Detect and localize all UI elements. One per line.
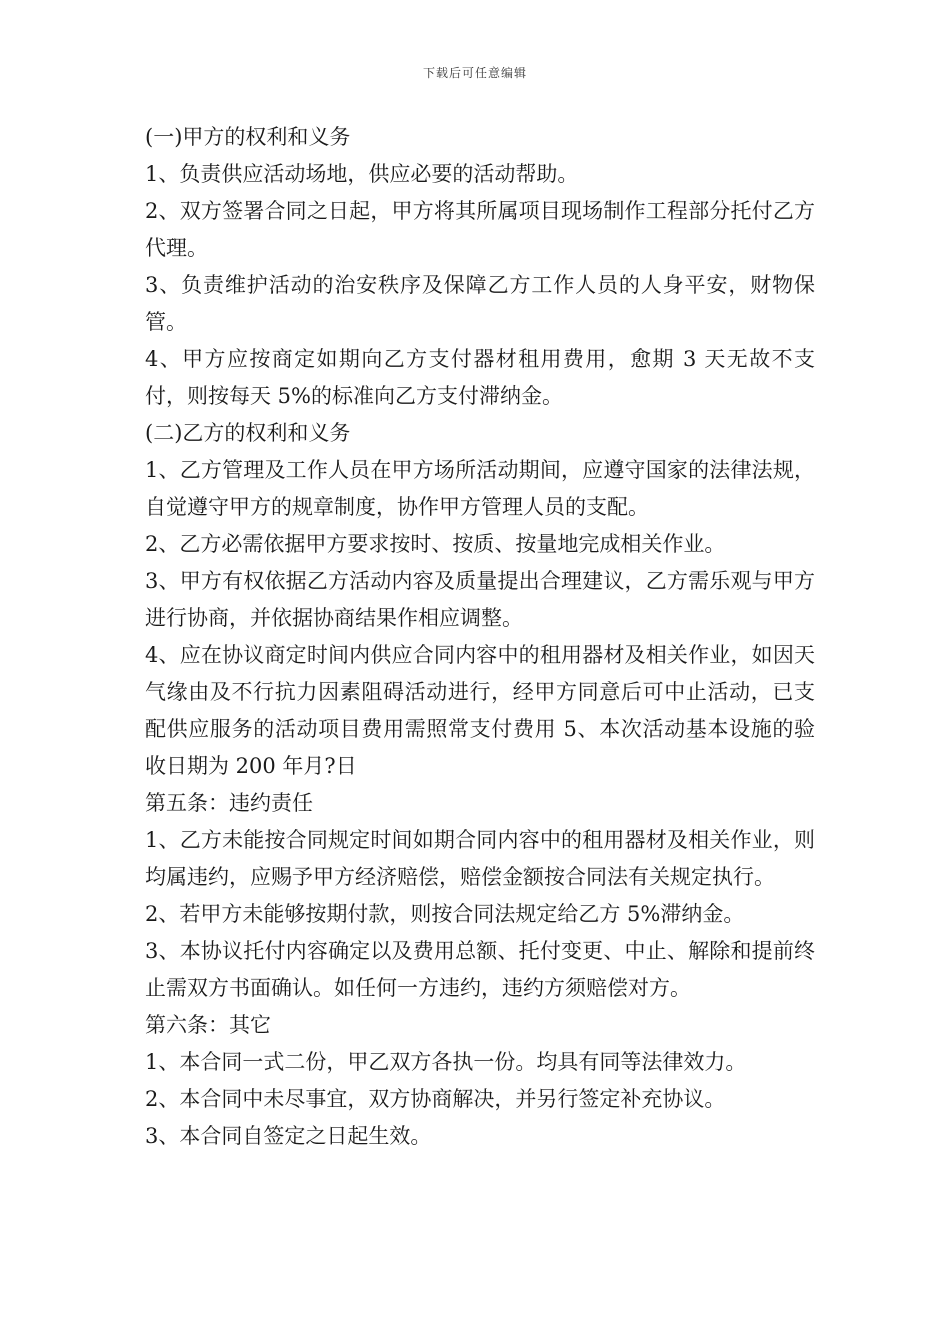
section-heading: 第五条：违约责任 xyxy=(145,791,313,815)
document-body xyxy=(145,119,815,1155)
paragraph: 4、甲方应按商定如期向乙方支付器材租用费用，愈期 3 天无故不支付，则按每天 5%的标准向乙方支付滞纳金。 xyxy=(145,347,815,408)
paragraph: 1、本合同一式二份，甲乙双方各执一份。均具有同等法律效力。 xyxy=(145,1050,747,1074)
paragraph: 3、本合同自签定之日起生效。 xyxy=(145,1124,432,1148)
section-heading: (一)甲方的权利和义务 xyxy=(145,125,351,149)
paragraph: 3、甲方有权依据乙方活动内容及质量提出合理建议，乙方需乐观与甲方进行协商，并依据协商结果作相应调整。 xyxy=(145,569,815,630)
paragraph: 3、负责维护活动的治安秩序及保障乙方工作人员的人身平安，财物保管。 xyxy=(145,273,815,334)
paragraph: 2、乙方必需依据甲方要求按时、按质、按量地完成相关作业。 xyxy=(145,532,726,556)
section-heading: 第六条：其它 xyxy=(145,1013,271,1037)
page-header: 下载后可任意编辑 xyxy=(422,66,527,80)
paragraph: 1、乙方管理及工作人员在甲方场所活动期间，应遵守国家的法律法规，自觉遵守甲方的规章制度，协作甲方管理人员的支配。 xyxy=(145,458,815,519)
paragraph: 2、本合同中未尽事宜，双方协商解决，并另行签定补充协议。 xyxy=(145,1087,726,1111)
paragraph: 1、乙方未能按合同规定时间如期合同内容中的租用器材及相关作业，则均属违约，应赐予甲方经济赔偿，赔偿金额按合同法有关规定执行。 xyxy=(145,828,815,889)
paragraph: 3、本协议托付内容确定以及费用总额、托付变更、中止、解除和提前终止需双方书面确认。如任何一方违约，违约方须赔偿对方。 xyxy=(145,939,815,1000)
paragraph: 1、负责供应活动场地，供应必要的活动帮助。 xyxy=(145,162,579,186)
paragraph: 2、若甲方未能够按期付款，则按合同法规定给乙方 5%滞纳金。 xyxy=(145,902,745,926)
paragraph: 4、应在协议商定时间内供应合同内容中的租用器材及相关作业，如因天气缘由及不行抗力因素阻碍活动进行，经甲方同意后可中止活动，已支配供应服务的活动项目费用需照常支付费用 5、本次活动基本设施的验收日期为 200 年月?日 xyxy=(145,643,815,778)
paragraph: 2、双方签署合同之日起，甲方将其所属项目现场制作工程部分托付乙方代理。 xyxy=(145,199,815,260)
section-heading: (二)乙方的权利和义务 xyxy=(145,421,351,445)
